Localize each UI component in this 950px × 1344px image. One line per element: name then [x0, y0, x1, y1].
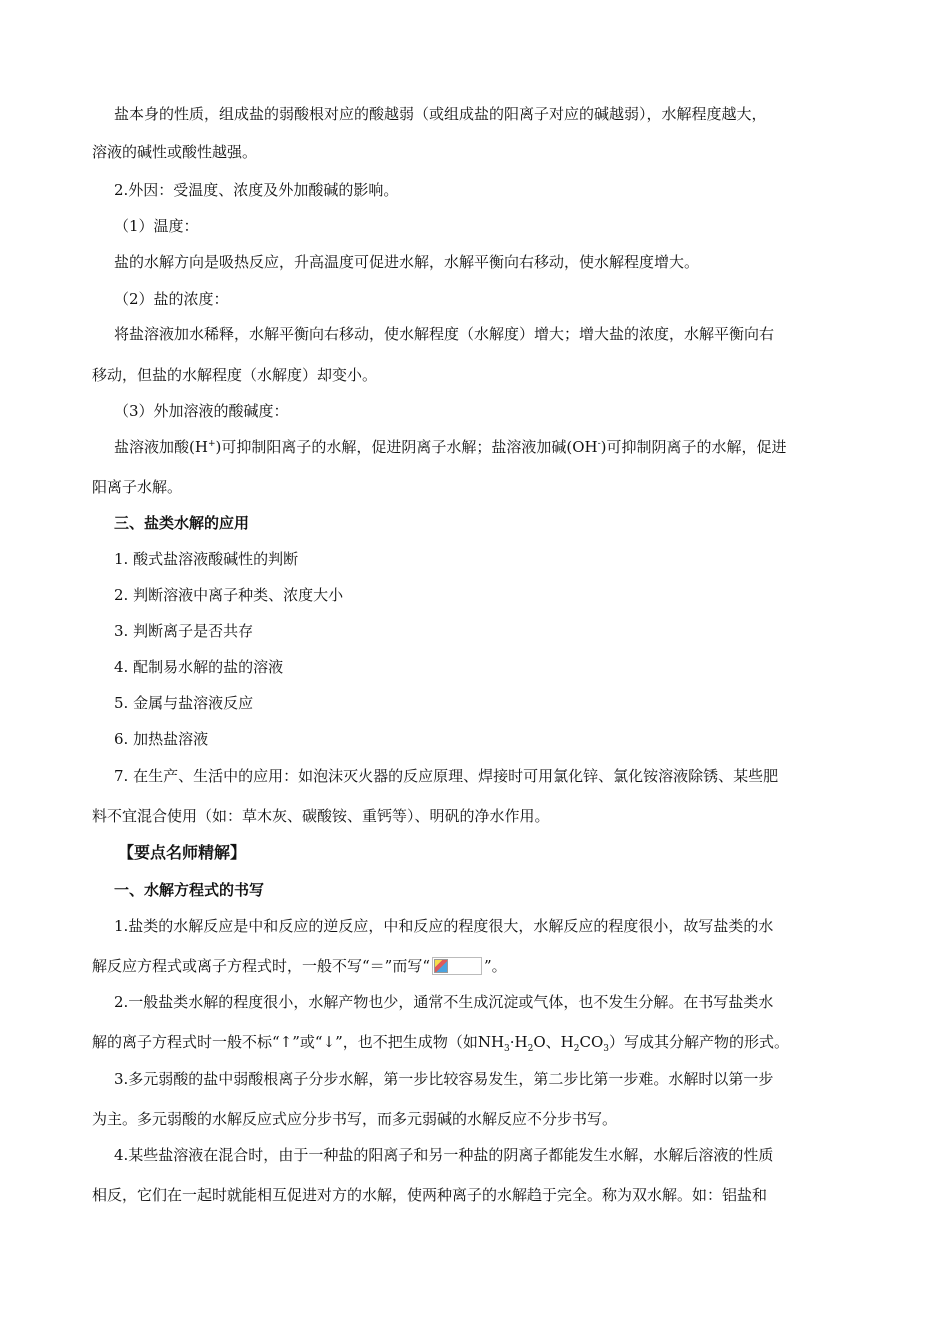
paragraph-line: （1）温度：	[114, 217, 199, 235]
subscript: 2	[573, 1044, 580, 1054]
paragraph-line: 为主。多元弱酸的水解反应式应分步书写，而多元弱碱的水解反应不分步书写。	[92, 1110, 618, 1128]
broken-image-icon	[432, 957, 482, 975]
paragraph-line: 4.某些盐溶液在混合时，由于一种盐的阳离子和另一种盐的阴离子都能发生水解，水解后溶液的性质	[114, 1146, 774, 1164]
text-run: 解反应方程式或离子方程式时，一般不写“＝”而写“	[92, 957, 431, 975]
paragraph-line	[114, 437, 786, 457]
paragraph-line: 溶液的碱性或酸性越强。	[92, 143, 258, 161]
paragraph-line: 将盐溶液加水稀释，水解平衡向右移动，使水解程度（水解度）增大；增大盐的浓度，水解平衡向右	[114, 325, 775, 343]
text-run: )可抑制阳离子的水解，促进阴离子水解；盐溶液加碱(OH	[215, 438, 598, 456]
text-run: O、H	[533, 1033, 574, 1051]
paragraph-line: 阳离子水解。	[92, 478, 183, 496]
paragraph-line: 2.一般盐类水解的程度很小，水解产物也少，通常不生成沉淀或气体，也不发生分解。在书写盐类水	[114, 993, 774, 1011]
page-title: 【要点名师精解】	[118, 843, 247, 862]
text-run: 盐溶液加酸(H	[114, 438, 208, 456]
text-run: )可抑制阴离子的水解，促进	[600, 438, 787, 456]
list-item: 4. 配制易水解的盐的溶液	[114, 658, 284, 676]
section-heading: 三、盐类水解的应用	[114, 514, 250, 532]
paragraph-line: 盐的水解方向是吸热反应，升高温度可促进水解，水解平衡向右移动，使水解程度增大。	[114, 253, 700, 271]
list-item: 2. 判断溶液中离子种类、浓度大小	[114, 586, 344, 604]
superscript: -	[597, 439, 601, 449]
list-item: 3. 判断离子是否共存	[114, 622, 254, 640]
list-item: 6. 加热盐溶液	[114, 730, 209, 748]
paragraph-line: 1.盐类的水解反应是中和反应的逆反应，中和反应的程度很大，水解反应的程度很小，故写盐类的水	[114, 917, 774, 935]
image-placeholder-icon	[434, 959, 448, 973]
subscript: 2	[527, 1044, 534, 1054]
text-run: ）写成其分解产物的形式。	[609, 1033, 790, 1051]
list-item: 7. 在生产、生活中的应用：如泡沫灭火器的反应原理、焊接时可用氯化锌、氯化铵溶液除锈、某些肥	[114, 767, 779, 785]
section-heading: 一、水解方程式的书写	[114, 881, 265, 899]
subscript: 3	[603, 1044, 609, 1054]
text-run: 解的离子方程式时一般不标“↑”或“↓”，也不把生成物（如NH	[92, 1033, 505, 1051]
paragraph-line: （3）外加溶液的酸碱度：	[114, 402, 289, 420]
paragraph-line: 相反，它们在一起时就能相互促进对方的水解，使两种离子的水解趋于完全。称为双水解。如：铝盐和	[92, 1186, 768, 1204]
text-run: ·H	[509, 1033, 528, 1051]
paragraph-line: （2）盐的浓度：	[114, 290, 229, 308]
paragraph-line	[92, 1032, 789, 1052]
list-item: 料不宜混合使用（如：草木灰、碳酸铵、重钙等）、明矾的净水作用。	[92, 807, 550, 825]
list-item: 1. 酸式盐溶液酸碱性的判断	[114, 550, 299, 568]
superscript: +	[207, 439, 216, 449]
paragraph-line: 移动，但盐的水解程度（水解度）却变小。	[92, 366, 378, 384]
text-run: CO	[579, 1033, 604, 1051]
paragraph-line	[92, 956, 507, 976]
text-run: ”。	[484, 957, 507, 975]
paragraph-line: 盐本身的性质，组成盐的弱酸根对应的酸越弱（或组成盐的阳离子对应的碱越弱），水解程度越大，	[114, 105, 767, 123]
paragraph-line: 3.多元弱酸的盐中弱酸根离子分步水解，第一步比较容易发生，第二步比第一步难。水解时以第一步	[114, 1070, 774, 1088]
paragraph-line: 2.外因：受温度、浓度及外加酸碱的影响。	[114, 181, 399, 199]
list-item: 5. 金属与盐溶液反应	[114, 694, 254, 712]
subscript: 3	[504, 1044, 510, 1054]
